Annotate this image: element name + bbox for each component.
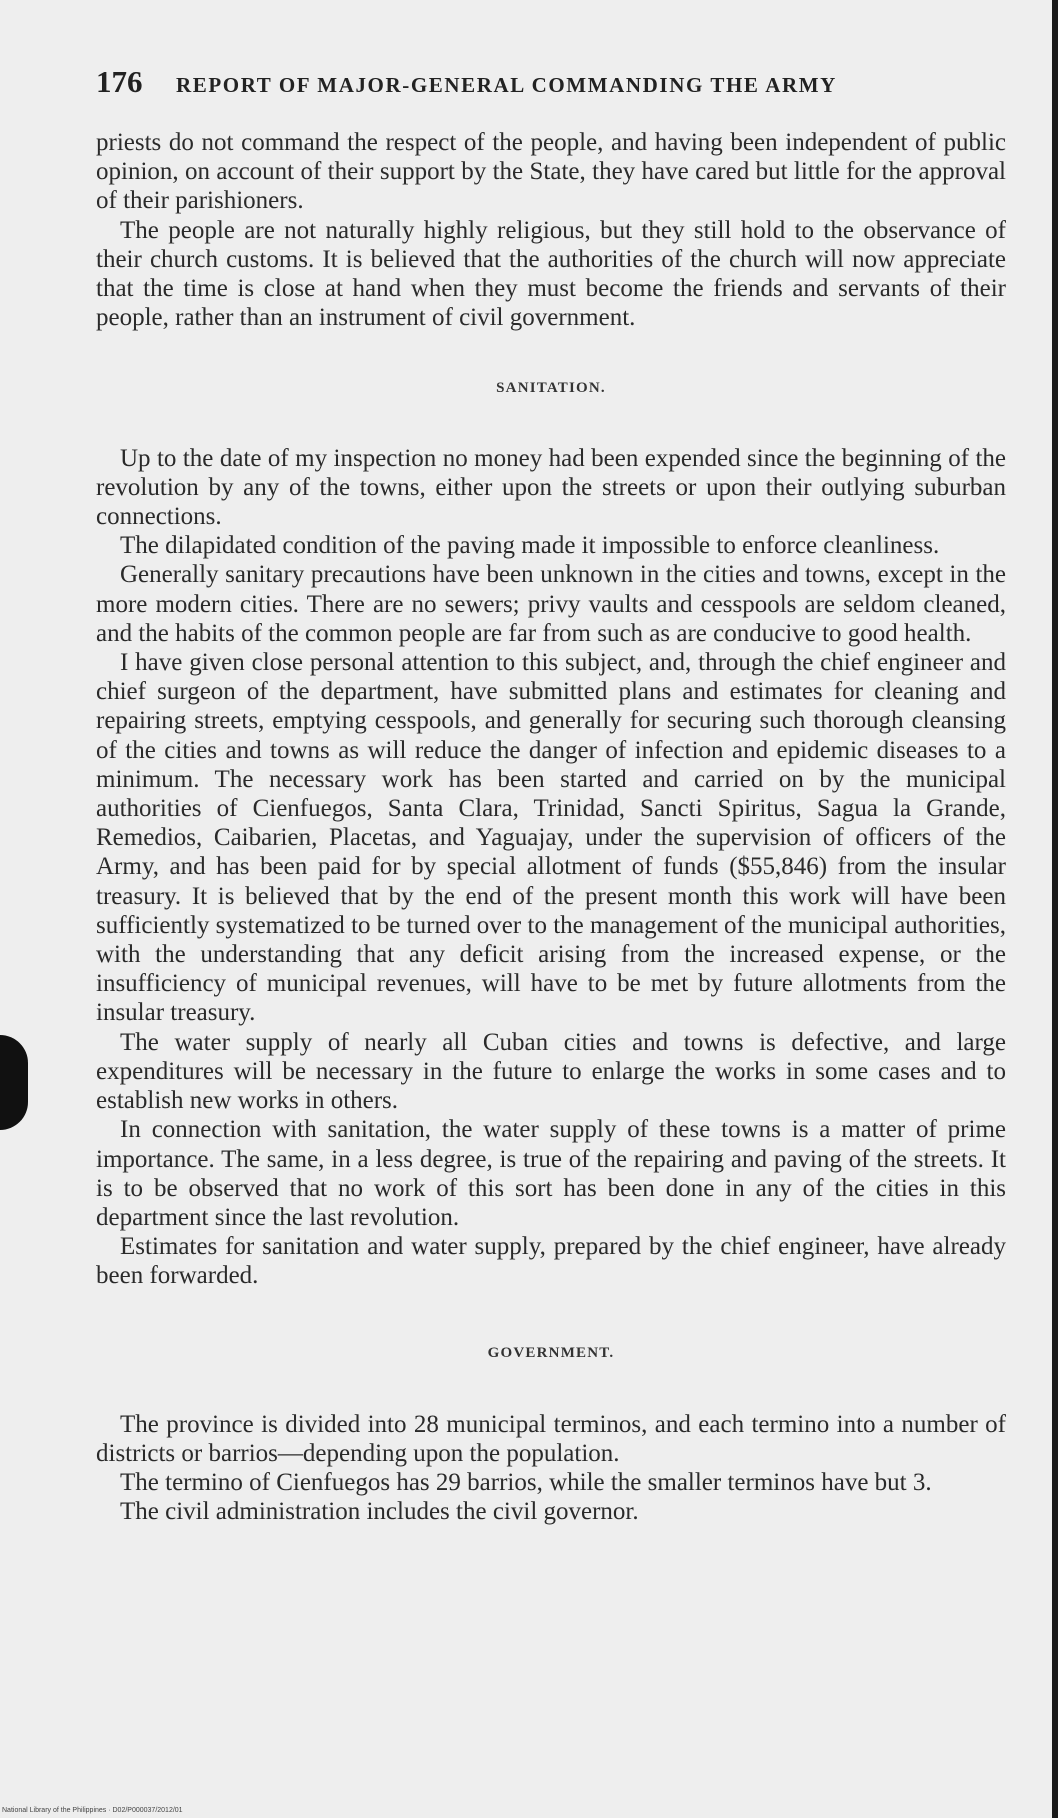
paragraph: Up to the date of my inspection no money had been expended since the beginning of the revolution by any of the towns, either upon the streets or upon their outlying suburban connections. (96, 444, 1006, 531)
paragraph: The civil administration includes the civil governor. (120, 1498, 639, 1526)
paragraph: Estimates for sanitation and water supply, prepared by the chief engineer, have already been forwarded. (96, 1233, 1006, 1290)
paragraph: The water supply of nearly all Cuban cities and towns is defective, and large expenditures will be necessary in the future to enlarge the works in some cases and to establish new works in others. (96, 1028, 1006, 1115)
section-heading-sanitation: SANITATION. (496, 380, 606, 397)
paragraph: The dilapidated condition of the paving made it impossible to enforce cleanliness. (120, 532, 940, 560)
paragraph: Generally sanitary precautions have been unknown in the cities and towns, except in the more modern cities. There are no sewers; privy vaults and cesspools are seldom cleaned, and the habits of the common people are far from such as are conducive to good health. (96, 561, 1006, 647)
paragraph: The people are not naturally highly religious, but they still hold to the observance of their church customs. It is believed that the authorities of the church will now appreciate that the time is close at hand when they must become the friends and servants of their people, rather than an instrument of civil government. (96, 216, 1006, 332)
page-header (96, 64, 978, 100)
scan-credit: National Library of the Philippines · D02/P000037/2012/01 (2, 1807, 183, 1814)
paragraph: priests do not command the respect of the people, and having been independent of public opinion, on account of their support by the State, they have cared but little for the approval of their parishioners. (96, 129, 1006, 215)
paragraph: In connection with sanitation, the water supply of these towns is a matter of prime importance. The same, in a less degree, is true of the repairing and paving of the streets. It is to be observed that no work of this sort has been done in any of the cities in this department since the last revolution. (96, 1116, 1006, 1231)
page-body (96, 128, 1006, 1527)
scan-thumb-blot (0, 1035, 28, 1130)
section-heading-government: GOVERNMENT. (487, 1344, 615, 1361)
running-head: REPORT OF MAJOR-GENERAL COMMANDING THE ARMY (176, 73, 837, 97)
page-number: 176 (96, 64, 143, 99)
paragraph: The province is divided into 28 municipal terminos, and each termino into a number of districts or barrios—depending upon the population. (96, 1410, 1006, 1467)
scan-edge-strip (1052, 0, 1058, 1818)
paragraph: The termino of Cienfuegos has 29 barrios, while the smaller terminos have but 3. (120, 1469, 932, 1497)
paragraph: I have given close personal attention to this subject, and, through the chief engineer and chief surgeon of the department, have submitted plans and estimates for cleaning and repairing streets, emptying cesspools, and generally for securing such thorough cleansing of the cities and towns as will reduce the danger of infection and epidemic diseases to a minimum. The necessary work has been started and carried on by the municipal authorities of Cienfuegos, Santa Clara, Trinidad, Sancti Spiritus, Sagua la Grande, Remedios, Caibarien, Placetas, and Yaguajay, under the supervision of officers of the Army, and has been paid for by special allotment of funds ($55,846) from the insular treasury. It is believed that by the end of the present month this work will have been sufficiently systematized to be turned over to the management of the municipal authorities, with the understanding that any deficit arising from the increased expense, or the insufficiency of municipal revenues, will have to be met by future allotments from the insular treasury. (96, 649, 1006, 1027)
